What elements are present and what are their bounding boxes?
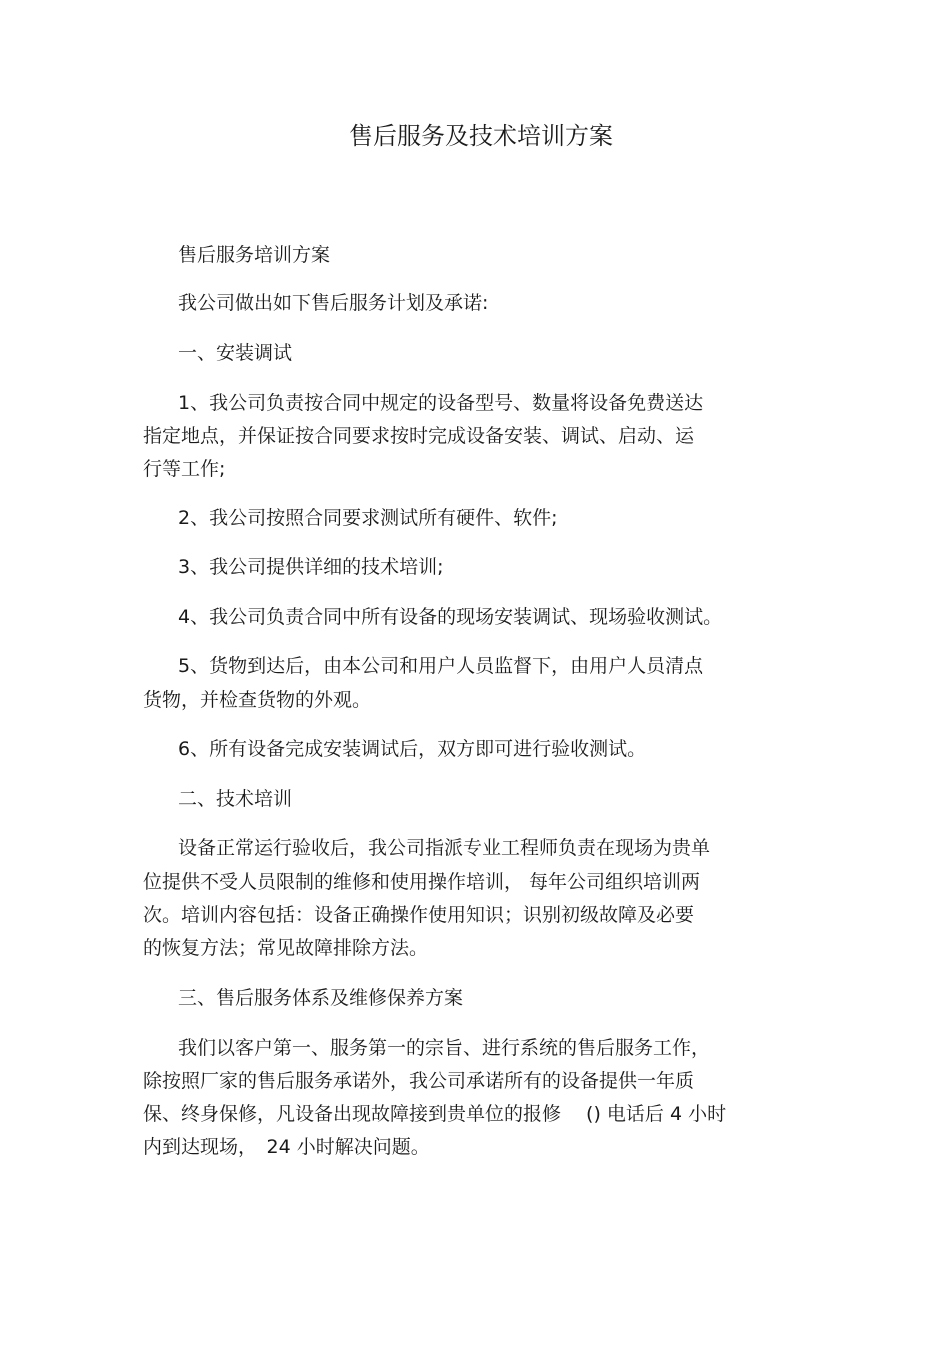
paragraph-commitment-intro: 我公司做出如下售后服务计划及承诺: xyxy=(178,292,489,314)
paragraph-heading-after-sales-training: 售后服务培训方案 xyxy=(178,244,331,266)
service-paragraph-line-3: 保、终身保修，凡设备出现故障接到贵单位的报修 () 电话后 4 小时 xyxy=(143,1103,727,1125)
item-1-line-1: 1、我公司负责按合同中规定的设备型号、数量将设备免费送达 xyxy=(178,392,704,414)
item-5-line-1: 5、货物到达后，由本公司和用户人员监督下，由用户人员清点 xyxy=(178,655,704,677)
section-heading-installation: 一、安装调试 xyxy=(178,342,293,364)
service-paragraph-line-4: 内到达现场， 24 小时解决问题。 xyxy=(143,1136,430,1158)
training-paragraph-line-2: 位提供不受人员限制的维修和使用操作培训， 每年公司组织培训两 xyxy=(143,871,701,893)
item-3: 3、我公司提供详细的技术培训; xyxy=(178,556,444,578)
section-heading-technical-training: 二、技术培训 xyxy=(178,788,293,810)
training-paragraph-line-4: 的恢复方法；常见故障排除方法。 xyxy=(143,937,429,959)
item-6: 6、所有设备完成安装调试后，双方即可进行验收测试。 xyxy=(178,738,647,760)
item-1-line-2: 指定地点，并保证按合同要求按时完成设备安装、调试、启动、运 xyxy=(143,425,695,447)
section-heading-service-system: 三、售后服务体系及维修保养方案 xyxy=(178,987,464,1009)
item-5-line-2: 货物，并检查货物的外观。 xyxy=(143,689,372,711)
item-2: 2、我公司按照合同要求测试所有硬件、软件; xyxy=(178,507,558,529)
item-4: 4、我公司负责合同中所有设备的现场安装调试、现场验收测试。 xyxy=(178,606,723,628)
item-1-line-3: 行等工作; xyxy=(143,458,226,480)
training-paragraph-line-1: 设备正常运行验收后，我公司指派专业工程师负责在现场为贵单 xyxy=(178,837,711,859)
service-paragraph-line-2: 除按照厂家的售后服务承诺外，我公司承诺所有的设备提供一年质 xyxy=(143,1070,695,1092)
service-paragraph-line-1: 我们以客户第一、服务第一的宗旨、进行系统的售后服务工作， xyxy=(178,1037,711,1059)
document-title: 售后服务及技术培训方案 xyxy=(349,122,613,150)
training-paragraph-line-3: 次。培训内容包括：设备正确操作使用知识；识别初级故障及必要 xyxy=(143,904,695,926)
